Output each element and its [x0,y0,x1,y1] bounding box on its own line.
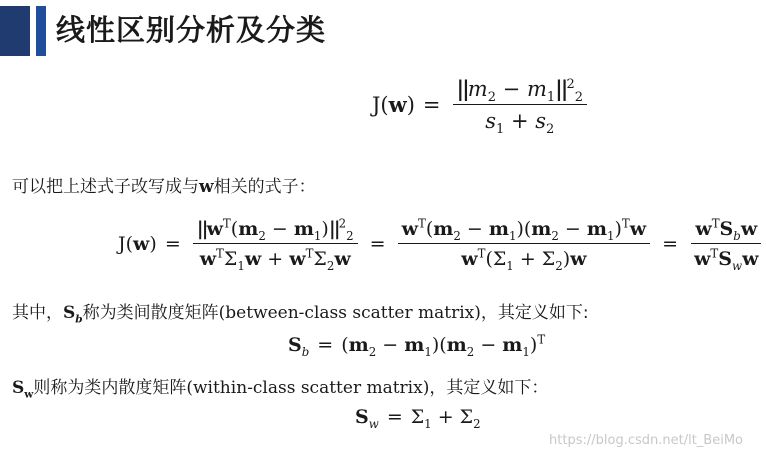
text-rewrite-intro-end: 相关的式子： [213,177,316,197]
text-sb-english: (between-class scatter matrix) [218,303,481,323]
text-sw-label: 则称为类内散度矩阵 [33,378,187,398]
equation-within-class-scatter: $S_w = \Sigma_1 + \Sigma_2$ [355,406,481,431]
text-sw-definition-intro [12,373,549,401]
equation-between-class-scatter: $S_b = (m_2 - m_1)(m_2 - m_1)^T$ [288,332,546,359]
text-rewrite-intro-start: 可以把上述式子改写成与 [12,177,199,197]
watermark-url: https://blog.csdn.net/lt_BeiMo [549,433,743,448]
text-sb-definition-intro [12,298,589,326]
slide-header [0,0,751,60]
symbol-sb: $S_b$ [63,303,83,326]
text-rewrite-intro-w: w [199,177,214,197]
slide-title: 线性区别分析及分类 [56,13,327,47]
header-accent-bar [0,6,30,56]
symbol-sw: $S_w$ [12,378,34,401]
text-rewrite-intro [12,172,316,197]
text-sw-english: (within-class scatter matrix) [186,378,430,398]
equation-criterion-expanded: J(w) = $\frac{||w^T(m_2 - m_1)||^2_2}{w^T\Sigma_1w + w^T\Sigma_2w}$ = $\frac{w^T(m_2 - m_1)(m_2 - m_1)^Tw}{w^T(\Sigma_1 + \Sigma_2)w}$ = $\frac{w^TS_bw}{w^TS_ww}$ [118,218,766,270]
text-sb-label: 称为类间散度矩阵 [82,303,219,323]
equation-fisher-criterion: J(w) = $\frac{||m_2 - m_1||^2_2}{s_1 + s_2}$ [372,76,591,133]
header-accent-bar-thin [36,6,46,56]
text-sb-prefix: 其中， [12,303,63,323]
text-sw-end: ，其定义如下： [429,378,549,398]
text-sb-end: ，其定义如下: [480,303,589,323]
